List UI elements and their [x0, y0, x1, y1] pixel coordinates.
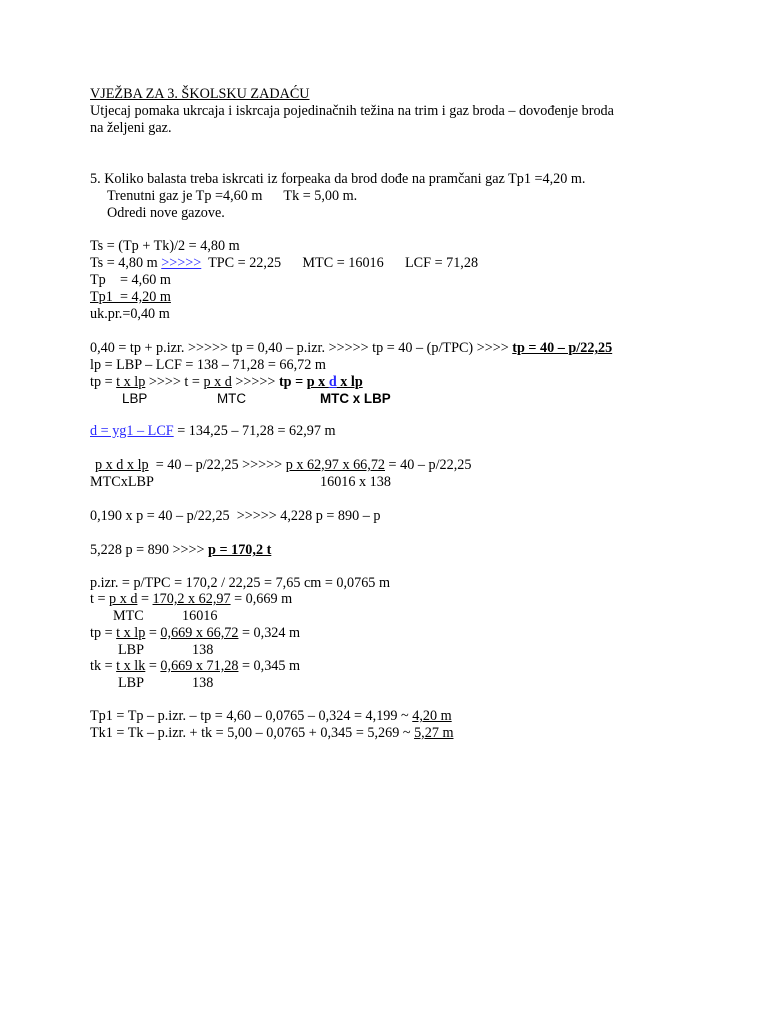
eq2-numerator-2: p x d — [203, 374, 232, 390]
hydrostatic-values: TPC = 22,25 MTC = 16016 LCF = 71,28 — [201, 255, 479, 271]
t-part: t = — [90, 591, 110, 607]
eq2-result-label: tp = — [278, 374, 307, 390]
tk-calc-line — [90, 658, 300, 675]
total-change-line: uk.pr.=0,40 m — [90, 306, 170, 322]
eq2-numerator-1: t x lp — [116, 374, 146, 390]
eq3-denominator-2: 16016 x 138 — [320, 474, 391, 490]
result-tk1-text: Tk1 = Tk – p.izr. + tk = 5,00 – 0,0765 + 0,345 = 5,269 ~ — [90, 725, 415, 741]
tp-result: = 0,324 m — [238, 625, 301, 641]
hydrostatic-link[interactable]: >>>>> — [161, 255, 202, 271]
eq2-part: >>>> t = — [145, 374, 204, 390]
t-line — [90, 591, 292, 608]
equation-2 — [90, 374, 363, 391]
eq2-part: tp = — [90, 374, 117, 390]
eq5-result: p = 170,2 t — [208, 542, 272, 558]
eq3-numerator-1: p x d x lp — [95, 457, 149, 473]
t-numerator-values: 170,2 x 62,97 — [152, 591, 231, 607]
t-part: = — [137, 591, 153, 607]
t-numerator: p x d — [109, 591, 138, 607]
eq2-result-num: p x — [306, 374, 329, 390]
equation-4: 0,190 x p = 40 – p/22,25 >>>>> 4,228 p = 890 – p — [90, 508, 381, 524]
eq3-part: = 40 – p/22,25 >>>>> — [148, 457, 286, 473]
eq2-denominator-2: MTC — [217, 391, 247, 406]
tk-denominator: LBP — [118, 675, 145, 691]
tk-denominator-value: 138 — [192, 675, 214, 691]
tp-part: tp = — [90, 625, 117, 641]
tk-result: = 0,345 m — [238, 658, 301, 674]
subtitle-line-2: na željeni gaz. — [90, 120, 172, 136]
result-tk1-value: 5,27 m — [414, 725, 454, 741]
t-denominator: MTC — [113, 608, 144, 624]
t-result: = 0,669 m — [230, 591, 293, 607]
result-tp1 — [90, 708, 452, 725]
page-title: VJEŽBA ZA 3. ŠKOLSKU ZADAĆU — [90, 86, 310, 102]
eq5-text: 5,228 p = 890 >>>> — [90, 542, 209, 558]
eq3-denominator-1: MTCxLBP — [90, 474, 154, 490]
task-current-draft: Trenutni gaz je Tp =4,60 m Tk = 5,00 m. — [107, 188, 358, 204]
result-tk1 — [90, 725, 454, 742]
eq2-result-lp: x lp — [336, 374, 363, 390]
tp1-line: Tp1 = 4,20 m — [90, 289, 171, 305]
tk-numerator: t x lk — [116, 658, 146, 674]
t-denominator-value: 16016 — [182, 608, 218, 624]
task-statement: 5. Koliko balasta treba iskrcati iz forpeaka da brod dođe na pramčani gaz Tp1 =4,20 m. — [90, 171, 586, 187]
eq2-part: >>>>> — [231, 374, 279, 390]
d-link[interactable]: d = yg1 – LCF — [90, 423, 174, 439]
tp-part: = — [145, 625, 161, 641]
hydrostatic-line — [90, 255, 478, 272]
equation-3 — [95, 457, 471, 474]
equation-1-text: 0,40 = tp + p.izr. >>>>> tp = 0,40 – p.izr. >>>>> tp = 40 – (p/TPC) >>>> — [90, 340, 513, 356]
eq2-denominator-1: LBP — [122, 391, 148, 406]
tk-part: tk = — [90, 658, 117, 674]
task-instruction: Odredi nove gazove. — [107, 205, 225, 221]
tk-part: = — [145, 658, 161, 674]
equation-5 — [90, 542, 271, 559]
lp-line: lp = LBP – LCF = 138 – 71,28 = 66,72 m — [90, 357, 326, 373]
tp-denominator: LBP — [118, 642, 145, 658]
pizr-line: p.izr. = p/TPC = 170,2 / 22,25 = 7,65 cm = 0,0765 m — [90, 575, 390, 591]
mean-draft-line: Ts = (Tp + Tk)/2 = 4,80 m — [90, 238, 240, 254]
eq3-numerator-2: p x 62,97 x 66,72 — [285, 457, 385, 473]
equation-1 — [90, 340, 612, 357]
eq3-part: = 40 – p/22,25 — [385, 457, 472, 473]
equation-1-result: tp = 40 – p/22,25 — [512, 340, 613, 356]
result-tp1-text: Tp1 = Tp – p.izr. – tp = 4,60 – 0,0765 – 0,324 = 4,199 ~ — [90, 708, 413, 724]
tp-line: Tp = 4,60 m — [90, 272, 171, 288]
subtitle-line-1: Utjecaj pomaka ukrcaja i iskrcaja pojedinačnih težina na trim i gaz broda – dovođenje broda — [90, 103, 614, 119]
d-value: = 134,25 – 71,28 = 62,97 m — [173, 423, 336, 439]
tp-numerator: t x lp — [116, 625, 146, 641]
result-tp1-value: 4,20 m — [412, 708, 452, 724]
ts-text: Ts = 4,80 m — [90, 255, 162, 271]
tp-numerator-values: 0,669 x 66,72 — [160, 625, 239, 641]
tp-calc-line — [90, 625, 300, 642]
tp-denominator-value: 138 — [192, 642, 214, 658]
eq2-result-d: d — [328, 374, 337, 390]
tk-numerator-values: 0,669 x 71,28 — [160, 658, 239, 674]
d-line — [90, 423, 336, 440]
eq2-denominator-3: MTC x LBP — [320, 391, 391, 406]
